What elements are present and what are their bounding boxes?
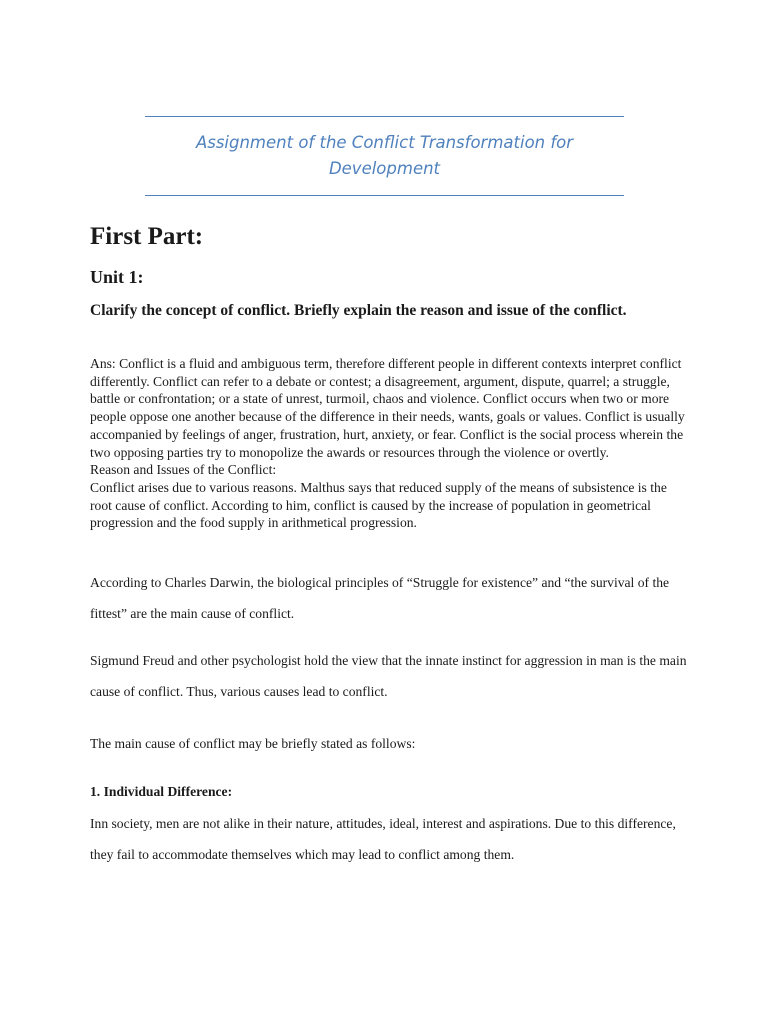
title-bottom-rule	[145, 195, 624, 196]
question-heading: Clarify the concept of conflict. Briefly explain the reason and issue of the conflict.	[90, 302, 627, 319]
answer-block	[90, 355, 690, 532]
document-title: Assignment of the Conflict Transformation for Development	[195, 133, 574, 178]
darwin-paragraph: According to Charles Darwin, the biological principles of “Struggle for existence” and “the survival of the fittest” are the main cause of conflict.	[90, 575, 670, 621]
unit-heading: Unit 1:	[90, 267, 144, 287]
answer-intro: Ans: Conflict is a fluid and ambiguous term, therefore different people in different contexts interpret conflict differently. Conflict can refer to a debate or contest; a disagreement, argument, dispute, quarrel; a struggle, battle or confrontation; or a state of unrest, turmoil, chaos and violence. Conflict occurs when two or more people oppose one another because of the difference in their needs, wants, goals or values. Conflict is usually accompanied by feelings of anger, frustration, hurt, anxiety, or fear. Conflict is the social process wherein the two opposing parties try to monopolize the awards or resources through the violence or overtly.	[90, 356, 685, 460]
cause-1-text: Inn society, men are not alike in their nature, attitudes, ideal, interest and aspirations. Due to this difference, they fail to accommodate themselves which may lead to conflict among them.	[90, 816, 676, 862]
reason-text: Conflict arises due to various reasons. Malthus says that reduced supply of the means of subsistence is the root cause of conflict. According to him, conflict is caused by the increase of population in geometrical progression and the food supply in arithmetical progression.	[90, 479, 667, 531]
part-heading: First Part:	[90, 223, 204, 250]
reason-heading: Reason and Issues of the Conflict:	[90, 462, 277, 478]
freud-paragraph: Sigmund Freud and other psychologist hold the view that the innate instinct for aggression in man is the main cause of conflict. Thus, various causes lead to conflict.	[90, 653, 687, 699]
cause-1-heading: 1. Individual Difference:	[90, 784, 233, 799]
title-top-rule	[145, 116, 624, 117]
causes-intro: The main cause of conflict may be briefly stated as follows:	[90, 736, 416, 751]
